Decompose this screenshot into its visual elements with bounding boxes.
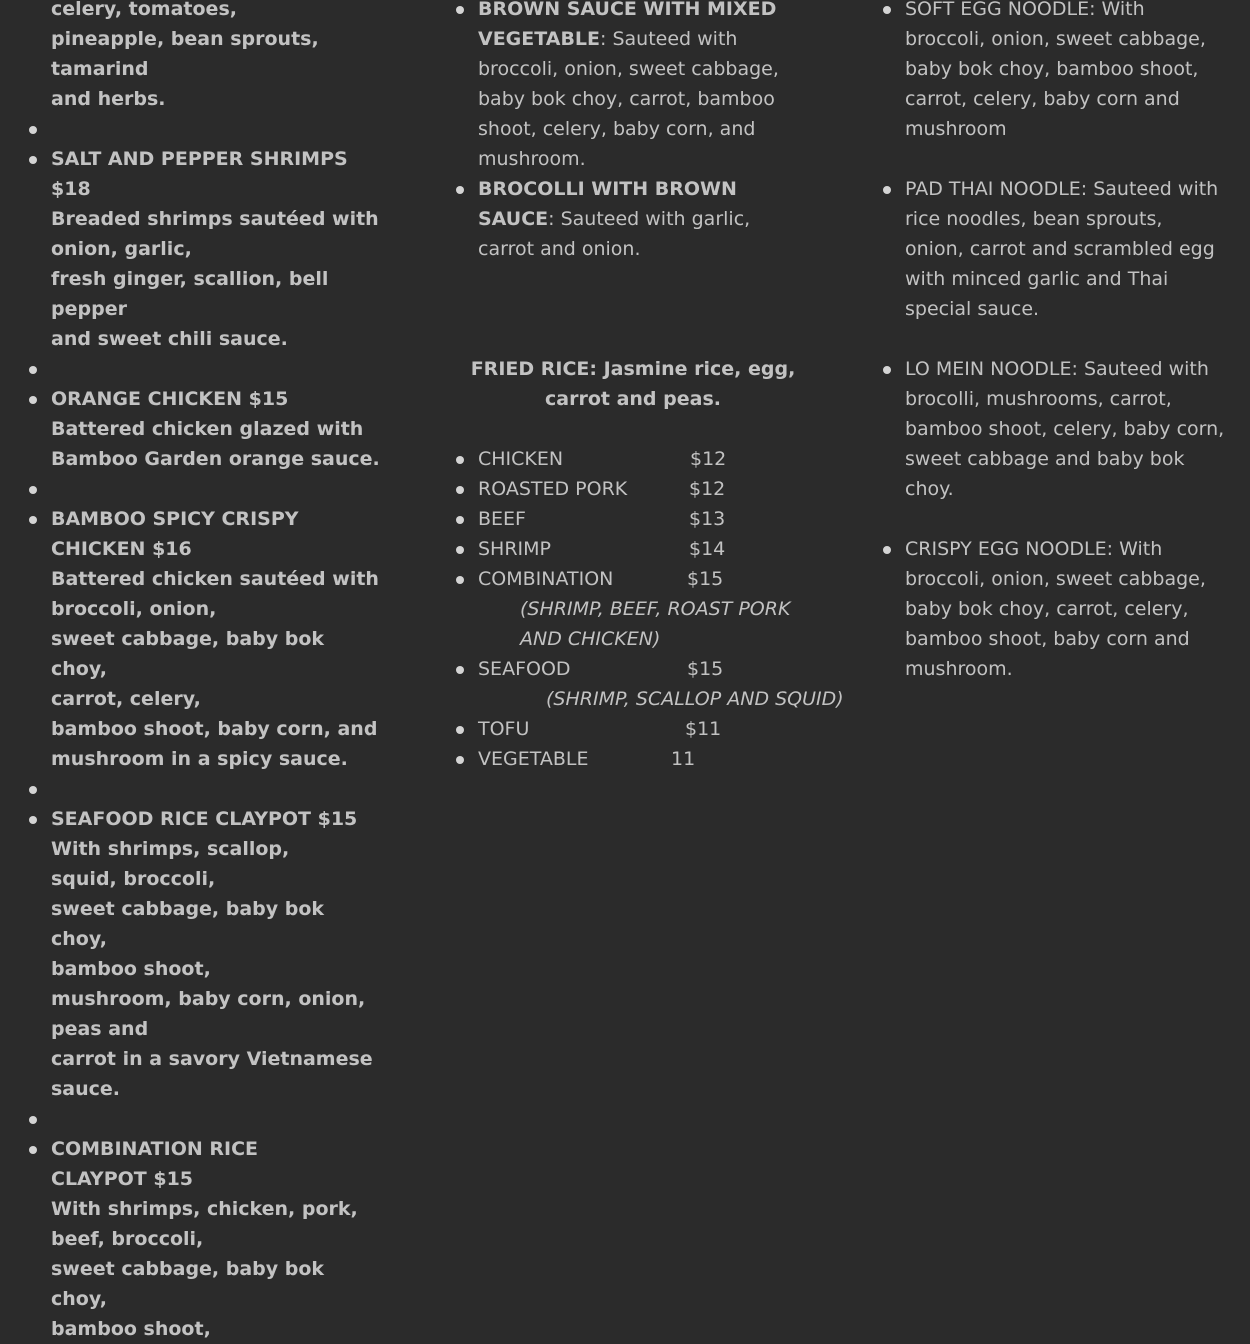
item-name: SHRIMP [478,538,552,560]
menu-line: beef, broccoli, [51,1228,204,1250]
item-price: $12 [690,448,727,470]
item-name: CHICKEN [478,448,564,470]
item-note: (SHRIMP, SCALLOP AND SQUID) [546,688,844,710]
menu-line: sweet cabbage, baby bok choy, [51,628,325,680]
fried-rice-item [478,444,808,474]
menu-line: squid, broccoli, [51,868,216,890]
fried-rice-item [478,504,808,534]
menu-line: bamboo shoot, [51,958,211,980]
item-name: ROASTED PORK [478,478,628,500]
item-price: $13 [689,508,726,530]
menu-line: onion, garlic, [51,238,192,260]
noodle-item: CRISPY EGG NOODLE: With broccoli, onion, sweet cabbage, baby bok choy, carrot, celery, bamboo shoot, baby corn and mushroom. [905,534,1225,684]
menu-line: With shrimps, chicken, pork, [51,1198,358,1220]
item-price: $15 [687,568,724,590]
item-name: VEGETABLE [478,748,589,770]
menu-line: mushroom in a spicy sauce. [51,748,348,770]
menu-line: and sweet chili sauce. [51,328,288,350]
menu-bullet-item: ORANGE CHICKEN $15 [51,384,381,414]
menu-bullet-item: SEAFOOD RICE CLAYPOT $15 [51,804,381,834]
noodle-list [905,0,1235,684]
item-name: TOFU [478,718,530,740]
menu-bullet-item [51,774,381,804]
menu-line: carrot in a savory Vietnamese sauce. [51,1048,373,1100]
menu-line: and herbs. [51,88,166,110]
menu-bullet-item [51,114,381,144]
menu-line: broccoli, onion, [51,598,217,620]
menu-line: CHICKEN $16 [51,538,192,560]
menu-bullet-item: SALT AND PEPPER SHRIMPS $18 [51,144,381,204]
item-price: $12 [689,478,726,500]
noodle-item: PAD THAI NOODLE: Sauteed with rice noodles, bean sprouts, onion, carrot and scrambled egg with minced garlic and Thai special sauce. [905,174,1225,324]
fried-rice-item [478,744,808,774]
item-note: (SHRIMP, BEEF, ROAST PORK AND CHICKEN) [520,598,791,650]
menu-line: bamboo shoot, baby corn, and [51,718,378,740]
item-price: $14 [689,538,726,560]
menu-line: With shrimps, scallop, [51,838,290,860]
menu-line: fresh ginger, scallion, bell pepper [51,268,329,320]
fried-rice-item [478,654,844,714]
fried-rice-item [478,534,808,564]
broccoli-desc: : Sauteed with garlic, carrot and onion. [478,208,751,260]
brown-sauce-desc: : Sauteed with broccoli, onion, sweet cabbage, baby bok choy, carrot, bamboo shoot, celery, baby corn, and mushroom. [478,28,779,170]
menu-line: Breaded shrimps sautéed with [51,208,379,230]
menu-line: Battered chicken sautéed with [51,568,379,590]
fried-rice-item [478,474,808,504]
left-menu-list [51,0,381,1344]
brown-sauce-item [478,0,798,174]
broccoli-title: BROCOLLI WITH BROWN SAUCE [478,178,737,230]
menu-bullet-item [51,474,381,504]
menu-bullet-item [51,1104,381,1134]
menu-line: peas and [51,1018,149,1040]
menu-line: celery, tomatoes, [51,0,237,20]
menu-line: sweet cabbage, baby bok choy, [51,1258,325,1310]
broccoli-item [478,174,798,264]
menu-bullet-item [51,354,381,384]
brown-sauce-title: BROWN SAUCE WITH MIXED VEGETABLE [478,0,777,50]
fried-rice-heading: FRIED RICE: Jasmine rice, egg, carrot and peas. [470,358,796,410]
menu-line: Battered chicken glazed with [51,418,364,440]
vegetable-dishes-list [478,0,808,264]
menu-line: CLAYPOT $15 [51,1168,194,1190]
menu-bullet-item: COMBINATION RICE [51,1134,381,1164]
menu-line: mushroom, baby corn, onion, [51,988,366,1010]
item-name: SEAFOOD [478,658,571,680]
noodle-item: LO MEIN NOODLE: Sauteed with brocolli, mushrooms, carrot, bamboo shoot, celery, baby corn, sweet cabbage and baby bok choy. [905,354,1225,504]
left-menu-column [51,0,381,1344]
menu-line: bamboo shoot, [51,1318,211,1340]
menu-bullet-item: BAMBOO SPICY CRISPY [51,504,381,534]
right-menu-column [905,0,1235,714]
menu-line: Bamboo Garden orange sauce. [51,448,380,470]
fried-rice-item [478,714,808,744]
menu-line: carrot, celery, [51,688,201,710]
menu-line: sweet cabbage, baby bok choy, [51,898,325,950]
item-price: 11 [671,748,696,770]
fried-rice-item [478,564,808,654]
middle-menu-column [470,0,844,770]
noodle-item: SOFT EGG NOODLE: With broccoli, onion, sweet cabbage, baby bok choy, bamboo shoot, carrot, celery, baby corn and mushroom [905,0,1225,144]
item-name: BEEF [478,508,526,530]
item-name: COMBINATION [478,568,614,590]
item-price: $11 [685,718,722,740]
item-price: $15 [687,658,724,680]
fried-rice-list [478,444,844,774]
menu-line: pineapple, bean sprouts, tamarind [51,28,319,80]
